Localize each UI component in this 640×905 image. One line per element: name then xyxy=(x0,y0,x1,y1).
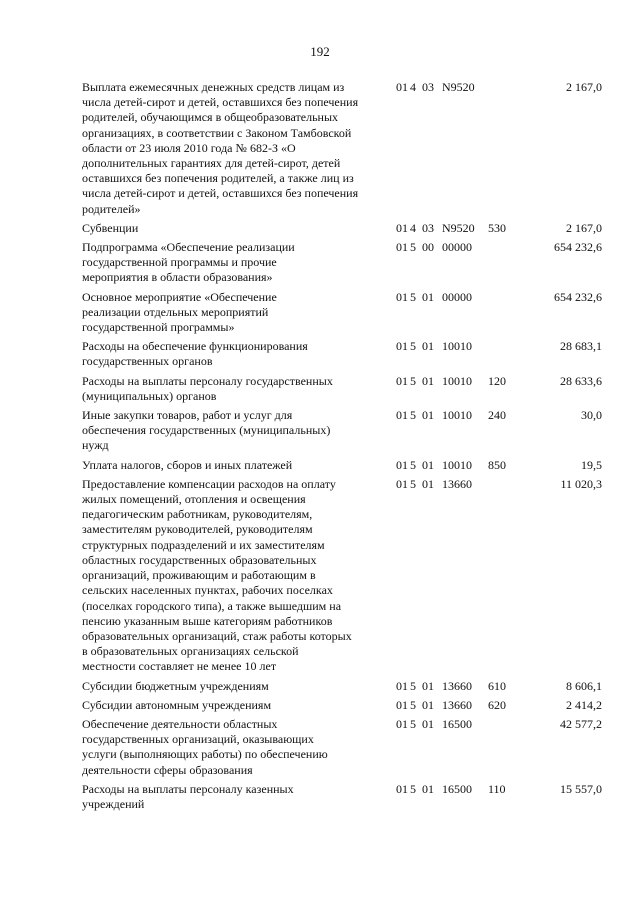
row-name: Субвенции xyxy=(82,220,139,235)
code-b: 4 xyxy=(410,80,416,94)
code-e: 850 xyxy=(488,457,506,472)
code-b: 5 xyxy=(410,408,416,423)
table-row xyxy=(82,374,602,404)
code-d: 10010 xyxy=(442,408,472,423)
code-b: 5 xyxy=(410,373,416,388)
code-c: 01 xyxy=(422,781,434,796)
code-d: N9520 xyxy=(442,80,475,94)
row-amount: 654 232,6 xyxy=(554,289,602,304)
code-c: 03 xyxy=(422,220,434,235)
code-b: 5 xyxy=(410,678,416,693)
row-amount: 2 167,0 xyxy=(566,80,602,94)
code-c: 01 xyxy=(422,289,434,304)
code-d: 16500 xyxy=(442,716,472,731)
code-e: 610 xyxy=(488,678,506,693)
table-row xyxy=(82,290,602,336)
row-name: Субсидии автономным учреждениям xyxy=(82,697,272,712)
code-d: 00000 xyxy=(442,240,472,255)
code-c: 01 xyxy=(422,339,434,354)
table-row xyxy=(82,221,602,236)
row-name: Субсидии бюджетным учреждениям xyxy=(82,678,269,693)
code-c: 01 xyxy=(422,457,434,472)
table-row xyxy=(82,679,602,694)
code-e: 530 xyxy=(488,220,506,235)
code-c: 01 xyxy=(422,373,434,388)
row-name: Подпрограмма «Обеспечение реализации государственной программы и прочие мероприятия в области образования» xyxy=(82,240,295,285)
code-a: 01 xyxy=(396,408,408,423)
row-name: Предоставление компенсации расходов на оплату жилых помещений, отопления и освещения педагогическим работникам, руководителям, заместителям руководителей, руководителям структурных подразделений и их заместителям областных государственных образовательных организаций, проживающим и работающим в сельских населенных пунктах, рабочих поселках (поселках городского типа), а также вышедшим на пенсию указанным выше категориям работников образовательных организаций, стаж работы которых в образовательных организациях сельской местности составляет не менее 10 лет xyxy=(82,476,352,674)
row-name: Расходы на выплаты персоналу государственных (муниципальных) органов xyxy=(82,373,333,403)
code-d: 13660 xyxy=(442,678,472,693)
code-d: 16500 xyxy=(442,781,472,796)
row-amount: 19,5 xyxy=(581,457,602,472)
code-b: 5 xyxy=(410,781,416,796)
row-name: Иные закупки товаров, работ и услуг для обеспечения государственных (муниципальных) нужд xyxy=(82,408,331,453)
code-b: 4 xyxy=(410,220,416,235)
code-d: 10010 xyxy=(442,457,472,472)
code-a: 01 xyxy=(396,80,408,94)
table-row xyxy=(82,240,602,286)
row-amount: 8 606,1 xyxy=(566,678,602,693)
row-amount: 28 683,1 xyxy=(560,339,602,354)
code-c: 01 xyxy=(422,408,434,423)
code-a: 01 xyxy=(396,678,408,693)
code-b: 5 xyxy=(410,476,416,491)
row-name: Расходы на обеспечение функционирования государственных органов xyxy=(82,339,308,369)
row-name: Расходы на выплаты персоналу казенных учреждений xyxy=(82,781,294,811)
table-row xyxy=(82,80,602,217)
table-row xyxy=(82,458,602,473)
code-a: 01 xyxy=(396,289,408,304)
table-row xyxy=(82,717,602,778)
code-a: 01 xyxy=(396,240,408,255)
code-a: 01 xyxy=(396,697,408,712)
table-row xyxy=(82,477,602,675)
code-c: 03 xyxy=(422,80,434,94)
code-b: 5 xyxy=(410,697,416,712)
code-a: 01 xyxy=(396,476,408,491)
row-name: Основное мероприятие «Обеспечение реализации отдельных мероприятий государственной программы» xyxy=(82,289,277,335)
code-a: 01 xyxy=(396,339,408,354)
page-number: 192 xyxy=(310,44,330,59)
code-c: 00 xyxy=(422,240,434,255)
code-d: 13660 xyxy=(442,697,472,712)
row-amount: 28 633,6 xyxy=(560,373,602,388)
row-amount: 2 167,0 xyxy=(566,220,602,235)
row-amount: 654 232,6 xyxy=(554,240,602,255)
code-b: 5 xyxy=(410,240,416,255)
code-c: 01 xyxy=(422,476,434,491)
table-row xyxy=(82,408,602,454)
code-b: 5 xyxy=(410,716,416,731)
code-b: 5 xyxy=(410,339,416,354)
row-amount: 11 020,3 xyxy=(560,476,602,491)
code-d: 13660 xyxy=(442,476,472,491)
table-row xyxy=(82,698,602,713)
row-amount: 42 577,2 xyxy=(560,716,602,731)
code-d: 00000 xyxy=(442,289,472,304)
code-b: 5 xyxy=(410,289,416,304)
row-name: Выплата ежемесячных денежных средств лицам из числа детей-сирот и детей, оставшихся без попечения родителей, обучающимся в общеобразовательных организациях, в соответствии с Законом Тамбовской области от 23 июля 2010 года № 682-З «О дополнительных гарантиях для детей-сирот, детей оставшихся без попечения родителей, а также лиц из числа детей-сирот и детей, оставшихся без попечения родителей» xyxy=(82,80,359,216)
row-name: Обеспечение деятельности областных государственных организаций, оказывающих услуги (выполняющих работы) по обеспечению деятельности сферы образования xyxy=(82,716,328,777)
row-name: Уплата налогов, сборов и иных платежей xyxy=(82,457,293,472)
table-row xyxy=(82,339,602,369)
row-amount: 2 414,2 xyxy=(566,697,602,712)
code-a: 01 xyxy=(396,220,408,235)
row-amount: 15 557,0 xyxy=(560,781,602,796)
code-e: 120 xyxy=(488,373,506,388)
code-d: N9520 xyxy=(442,220,475,235)
code-c: 01 xyxy=(422,697,434,712)
code-d: 10010 xyxy=(442,339,472,354)
code-c: 01 xyxy=(422,678,434,693)
code-a: 01 xyxy=(396,373,408,388)
code-b: 5 xyxy=(410,457,416,472)
code-a: 01 xyxy=(396,716,408,731)
code-e: 620 xyxy=(488,697,506,712)
budget-table xyxy=(82,80,602,816)
table-row xyxy=(82,782,602,812)
row-amount: 30,0 xyxy=(581,408,602,423)
code-e: 240 xyxy=(488,408,506,423)
code-d: 10010 xyxy=(442,373,472,388)
code-a: 01 xyxy=(396,781,408,796)
code-e: 110 xyxy=(488,781,506,796)
code-a: 01 xyxy=(396,457,408,472)
code-c: 01 xyxy=(422,716,434,731)
